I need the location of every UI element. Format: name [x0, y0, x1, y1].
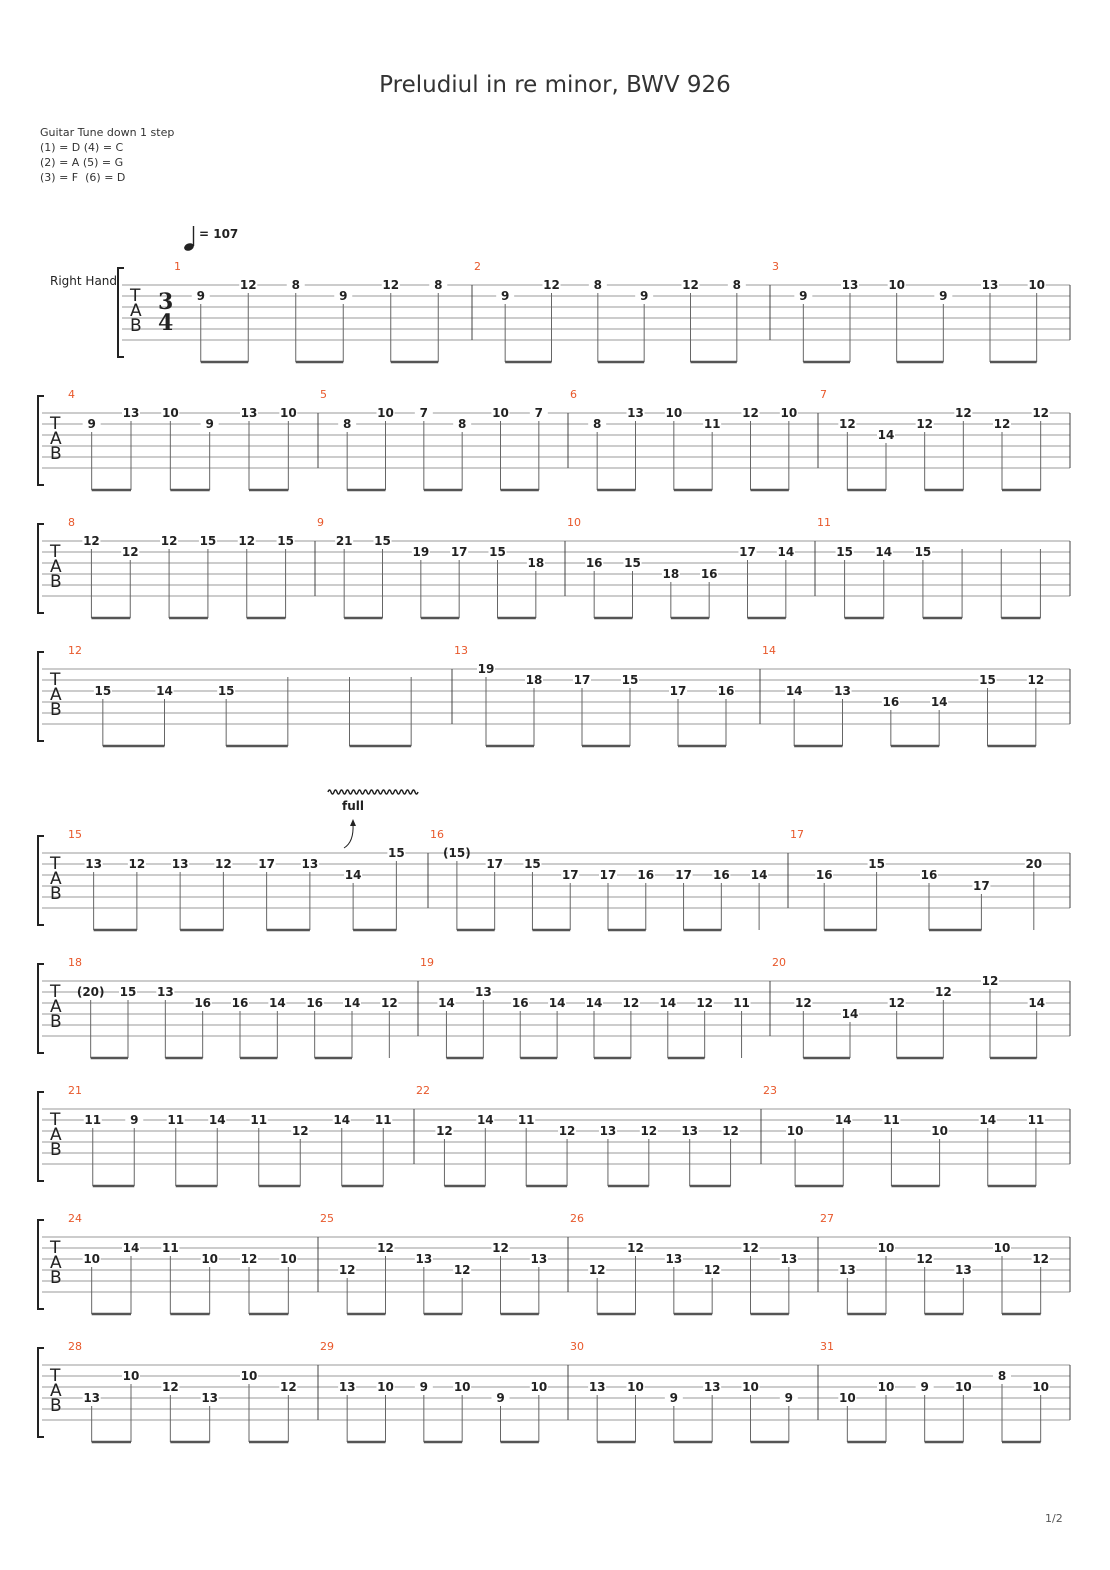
fret-number: 15	[524, 857, 541, 871]
fret-number: 15	[277, 534, 294, 548]
fret-number: 13	[599, 1124, 617, 1138]
staff-system	[38, 1084, 1070, 1186]
measure-number: 5	[320, 388, 327, 401]
bend-arrow-icon	[344, 824, 353, 848]
fret-number: 10	[161, 406, 179, 420]
fret-number: 15	[979, 673, 996, 687]
time-signature-top: 3	[158, 289, 174, 315]
measure-number: 20	[772, 956, 786, 969]
tab-clef-letter: A	[130, 301, 142, 321]
measure-number: 9	[317, 516, 324, 529]
fret-number: 12	[682, 278, 699, 292]
tempo-value: = 107	[199, 227, 239, 241]
fret-number: 14	[208, 1113, 226, 1127]
measure-number: 15	[68, 828, 82, 841]
measure-number: 25	[320, 1212, 334, 1225]
fret-number: 13	[681, 1124, 699, 1138]
staff-bracket-icon	[38, 836, 44, 925]
fret-number: 11	[167, 1113, 185, 1127]
fret-number: 10	[453, 1380, 471, 1394]
measure-number: 13	[454, 644, 468, 657]
tab-clef-letter: T	[50, 414, 61, 434]
fret-number: 12	[993, 417, 1011, 431]
fret-number: 14	[659, 996, 677, 1010]
fret-number: 17	[450, 545, 468, 559]
fret-number: 13	[301, 857, 319, 871]
fret-number: 12	[742, 1241, 759, 1255]
fret-number: 10	[492, 406, 509, 420]
fret-number: 12	[722, 1124, 739, 1138]
fret-number: 8	[291, 278, 300, 292]
fret-number: 9	[496, 1391, 505, 1405]
fret-number: 13	[841, 278, 859, 292]
tab-clef-letter: T	[50, 854, 61, 874]
fret-number: 12	[239, 278, 257, 292]
measure-number: 6	[570, 388, 577, 401]
fret-number: 11	[1027, 1113, 1045, 1127]
fret-number: 9	[419, 1380, 429, 1394]
measure-number: 16	[430, 828, 444, 841]
fret-number: 10	[1032, 1380, 1050, 1394]
fret-number: 11	[883, 1113, 900, 1127]
fret-number: 13	[588, 1380, 606, 1394]
fret-number: 11	[250, 1113, 268, 1127]
bend-label: full	[342, 799, 364, 813]
fret-number: 8	[732, 278, 742, 292]
fret-number: 16	[717, 684, 735, 698]
time-signature-bottom: 4	[158, 310, 174, 336]
fret-number: 15	[914, 545, 932, 559]
tab-clef-letter: T	[50, 670, 61, 690]
staff-system	[38, 388, 1070, 490]
staff-bracket-icon	[38, 1220, 44, 1309]
staff-system	[38, 956, 1070, 1058]
fret-number: (15)	[443, 846, 471, 860]
fret-number: 12	[238, 534, 256, 548]
staff-bracket-icon	[38, 524, 44, 613]
fret-number: 14	[875, 545, 893, 559]
fret-number: 10	[931, 1124, 948, 1138]
fret-number: 16	[637, 868, 655, 882]
fret-number: 17	[669, 684, 687, 698]
fret-number: 12	[640, 1124, 658, 1138]
score-title: Preludiul in re minor, BWV 926	[379, 72, 731, 98]
fret-number: 14	[438, 996, 455, 1010]
tab-clef-letter: T	[130, 286, 141, 306]
staff-system	[38, 644, 1070, 746]
fret-number: 16	[700, 567, 718, 581]
fret-number: 14	[156, 684, 173, 698]
tab-clef-letter: A	[50, 685, 62, 705]
fret-number: 18	[662, 567, 680, 581]
tab-clef-letter: A	[50, 1253, 62, 1273]
fret-number: 15	[374, 534, 391, 548]
fret-number: 9	[639, 289, 649, 303]
fret-number: 14	[877, 428, 895, 442]
fret-number: 12	[492, 1241, 509, 1255]
fret-number: 9	[939, 289, 948, 303]
tab-clef-letter: B	[50, 444, 62, 464]
fret-number: 15	[489, 545, 506, 559]
fret-number: 13	[530, 1252, 548, 1266]
measure-number: 27	[820, 1212, 834, 1225]
fret-number: 9	[87, 417, 96, 431]
fret-number: 9	[784, 1391, 794, 1405]
fret-number: 13	[474, 985, 492, 999]
measure-number: 23	[763, 1084, 777, 1097]
fret-number: 16	[815, 868, 833, 882]
fret-number: 13	[834, 684, 851, 698]
tab-clef-letter: B	[50, 700, 62, 720]
staff-system	[118, 260, 1070, 362]
fret-number: 15	[868, 857, 885, 871]
tab-clef-letter: A	[50, 869, 62, 889]
fret-number: 12	[291, 1124, 309, 1138]
tab-clef-letter: T	[50, 1238, 61, 1258]
fret-number: 14	[476, 1113, 494, 1127]
fret-number: 12	[279, 1380, 297, 1394]
fret-number: 12	[1032, 406, 1050, 420]
fret-number: 13	[240, 406, 258, 420]
staff-bracket-icon	[38, 1092, 44, 1181]
fret-number: 17	[258, 857, 275, 871]
measure-number: 4	[68, 388, 75, 401]
fret-number: 11	[374, 1113, 392, 1127]
fret-number: 19	[477, 662, 495, 676]
fret-number: 7	[419, 406, 429, 420]
fret-number: 14	[344, 868, 362, 882]
fret-number: 14	[841, 1007, 859, 1021]
tab-clef-letter: T	[50, 1110, 61, 1130]
fret-number: 12	[380, 996, 398, 1010]
fret-number: 10	[780, 406, 798, 420]
fret-number: 12	[888, 996, 906, 1010]
fret-number: 12	[377, 1241, 394, 1255]
fret-number: 13	[780, 1252, 798, 1266]
bend-arrowhead-icon	[350, 819, 356, 826]
measure-number: 10	[567, 516, 581, 529]
fret-number: 12	[742, 406, 759, 420]
measure-number: 2	[474, 260, 481, 273]
fret-number: 9	[669, 1391, 679, 1405]
fret-number: 9	[799, 289, 808, 303]
fret-number: 9	[196, 289, 205, 303]
staff-system	[38, 516, 1070, 618]
staff-bracket-icon	[38, 652, 44, 741]
fret-number: 14	[585, 996, 603, 1010]
tab-clef-letter: A	[50, 1381, 62, 1401]
fret-number: 10	[377, 406, 394, 420]
fret-number: 12	[916, 1252, 934, 1266]
measure-number: 17	[790, 828, 804, 841]
fret-number: 10	[377, 1380, 394, 1394]
measure-number: 19	[420, 956, 434, 969]
fret-number: 12	[121, 545, 139, 559]
fret-number: 16	[712, 868, 730, 882]
fret-number: 17	[599, 868, 617, 882]
fret-number: 15	[624, 556, 641, 570]
fret-number: 12	[338, 1263, 356, 1277]
fret-number: 13	[122, 406, 140, 420]
fret-number: 11	[517, 1113, 535, 1127]
fret-number: 14	[777, 545, 795, 559]
fret-number: 7	[534, 406, 544, 420]
fret-number: 13	[83, 1391, 101, 1405]
measure-number: 30	[570, 1340, 584, 1353]
fret-number: 9	[205, 417, 214, 431]
fret-number: 12	[696, 996, 714, 1010]
fret-number: 15	[119, 985, 137, 999]
fret-number: 20	[1025, 857, 1043, 871]
fret-number: 14	[785, 684, 803, 698]
fret-number: 12	[83, 534, 100, 548]
fret-number: 10	[1028, 278, 1046, 292]
tuning-line: (1) = D (4) = C	[40, 141, 124, 154]
fret-number: 11	[161, 1241, 179, 1255]
tab-clef-letter: A	[50, 429, 62, 449]
fret-number: 10	[877, 1380, 895, 1394]
fret-number: 17	[561, 868, 579, 882]
staff-bracket-icon	[38, 964, 44, 1053]
fret-number: 10	[838, 1391, 856, 1405]
fret-number: 12	[1027, 673, 1045, 687]
measure-number: 1	[174, 260, 181, 273]
staff-system	[38, 1212, 1070, 1314]
fret-number: 12	[161, 1380, 179, 1394]
staff-system	[38, 828, 1070, 930]
tab-clef-letter: B	[50, 1396, 62, 1416]
fret-number: 10	[665, 406, 683, 420]
fret-number: 10	[742, 1380, 759, 1394]
measure-number: 22	[416, 1084, 430, 1097]
staff-bracket-icon	[118, 268, 124, 357]
fret-number: 9	[339, 289, 348, 303]
instrument-label: Right Hand	[50, 274, 118, 288]
fret-number: 12	[838, 417, 856, 431]
fret-number: 12	[160, 534, 178, 548]
fret-number: 10	[993, 1241, 1011, 1255]
fret-number: 13	[338, 1380, 356, 1394]
fret-number: 17	[573, 673, 591, 687]
fret-number: 12	[916, 417, 934, 431]
measure-number: 21	[68, 1084, 82, 1097]
fret-number: 16	[194, 996, 212, 1010]
fret-number: 10	[530, 1380, 548, 1394]
measure-number: 11	[817, 516, 831, 529]
fret-number: 14	[979, 1113, 997, 1127]
fret-number: 14	[548, 996, 566, 1010]
tuning-line: (3) = F (6) = D	[40, 171, 126, 184]
measure-number: 12	[68, 644, 82, 657]
fret-number: 12	[954, 406, 972, 420]
staff-bracket-icon	[38, 396, 44, 485]
fret-number: 12	[981, 974, 999, 988]
fret-number: 14	[930, 695, 948, 709]
fret-number: 9	[920, 1380, 929, 1394]
fret-number: 10	[83, 1252, 101, 1266]
fret-number: 12	[588, 1263, 606, 1277]
tab-clef-letter: A	[50, 1125, 62, 1145]
fret-number: 15	[94, 684, 112, 698]
tempo-marking	[183, 226, 238, 252]
fret-number: 12	[215, 857, 232, 871]
fret-number: 16	[882, 695, 900, 709]
measure-number: 7	[820, 388, 827, 401]
fret-number: 10	[201, 1252, 219, 1266]
fret-number: 16	[585, 556, 603, 570]
tuning-line: (2) = A (5) = G	[40, 156, 124, 169]
tab-clef-letter: A	[50, 997, 62, 1017]
tab-clef-letter: B	[50, 1268, 62, 1288]
fret-number: 12	[622, 996, 640, 1010]
fret-number: 17	[486, 857, 504, 871]
tab-clef-letter: B	[50, 1012, 62, 1032]
fret-number: 11	[733, 996, 750, 1010]
fret-number: 13	[665, 1252, 683, 1266]
fret-number: 18	[527, 556, 545, 570]
fret-number: 12	[240, 1252, 258, 1266]
fret-number: 10	[786, 1124, 804, 1138]
fret-number: 15	[199, 534, 217, 548]
tab-clef-letter: T	[50, 1366, 61, 1386]
fret-number: 13	[415, 1252, 433, 1266]
fret-number: 8	[434, 278, 443, 292]
measure-number: 3	[772, 260, 779, 273]
measure-number: 28	[68, 1340, 82, 1353]
fret-number: 13	[171, 857, 189, 871]
fret-number: 14	[750, 868, 768, 882]
measure-number: 26	[570, 1212, 584, 1225]
fret-number: 8	[997, 1369, 1007, 1383]
fret-number: 16	[231, 996, 249, 1010]
fret-number: 8	[457, 417, 467, 431]
bend-marking	[328, 790, 418, 848]
fret-number: 12	[453, 1263, 471, 1277]
fret-number: 17	[675, 868, 692, 882]
fret-number: 18	[525, 673, 543, 687]
tab-clef-letter: T	[50, 542, 61, 562]
fret-number: 13	[85, 857, 102, 871]
fret-number: 13	[703, 1380, 721, 1394]
fret-number: 11	[703, 417, 721, 431]
fret-number: 12	[382, 278, 400, 292]
fret-number: 10	[122, 1369, 140, 1383]
fret-number: 13	[954, 1263, 972, 1277]
fret-number: 13	[627, 406, 644, 420]
fret-number: 12	[558, 1124, 576, 1138]
fret-number: 14	[333, 1113, 351, 1127]
fret-number: (20)	[76, 985, 105, 999]
measure-number: 8	[68, 516, 75, 529]
fret-number: 15	[217, 684, 235, 698]
fret-number: 12	[703, 1263, 721, 1277]
staff-bracket-icon	[38, 1348, 44, 1437]
fret-number: 12	[1032, 1252, 1050, 1266]
fret-number: 13	[156, 985, 174, 999]
fret-number: 13	[201, 1391, 219, 1405]
fret-number: 15	[388, 846, 405, 860]
fret-number: 10	[877, 1241, 895, 1255]
fret-number: 10	[627, 1380, 644, 1394]
fret-number: 12	[627, 1241, 644, 1255]
measure-number: 18	[68, 956, 82, 969]
fret-number: 16	[306, 996, 324, 1010]
fret-number: 10	[279, 406, 297, 420]
tab-clef-letter: B	[130, 316, 142, 336]
fret-number: 15	[836, 545, 853, 559]
fret-number: 14	[1028, 996, 1046, 1010]
fret-number: 19	[412, 545, 430, 559]
fret-number: 8	[342, 417, 352, 431]
fret-number: 13	[838, 1263, 856, 1277]
fret-number: 9	[500, 289, 510, 303]
fret-number: 16	[920, 868, 938, 882]
fret-number: 13	[981, 278, 999, 292]
fret-number: 8	[593, 278, 603, 292]
fret-number: 14	[834, 1113, 852, 1127]
tab-clef-letter: T	[50, 982, 61, 1002]
staff-systems	[38, 260, 1070, 1442]
fret-number: 12	[436, 1124, 453, 1138]
measure-number: 24	[68, 1212, 82, 1225]
tab-clef-letter: A	[50, 557, 62, 577]
fret-number: 12	[794, 996, 812, 1010]
fret-number: 9	[130, 1113, 139, 1127]
tab-clef-letter: B	[50, 1140, 62, 1160]
measure-number: 29	[320, 1340, 334, 1353]
measure-number: 31	[820, 1340, 834, 1353]
fret-number: 14	[343, 996, 361, 1010]
fret-number: 12	[934, 985, 952, 999]
fret-number: 12	[543, 278, 560, 292]
page-number: 1/2	[1045, 1512, 1063, 1525]
measure-number: 14	[762, 644, 776, 657]
fret-number: 10	[954, 1380, 972, 1394]
vibrato-icon	[328, 790, 418, 794]
fret-number: 17	[973, 879, 990, 893]
fret-number: 12	[128, 857, 146, 871]
fret-number: 15	[621, 673, 639, 687]
fret-number: 11	[84, 1113, 102, 1127]
tuning-line: Guitar Tune down 1 step	[40, 126, 175, 139]
fret-number: 14	[122, 1241, 140, 1255]
tab-clef-letter: B	[50, 572, 62, 592]
tab-clef-letter: B	[50, 884, 62, 904]
fret-number: 21	[335, 534, 353, 548]
fret-number: 14	[268, 996, 286, 1010]
fret-number: 10	[888, 278, 906, 292]
fret-number: 16	[511, 996, 529, 1010]
staff-system	[38, 1340, 1070, 1442]
fret-number: 17	[739, 545, 756, 559]
fret-number: 10	[240, 1369, 258, 1383]
fret-number: 10	[279, 1252, 297, 1266]
fret-number: 8	[592, 417, 602, 431]
